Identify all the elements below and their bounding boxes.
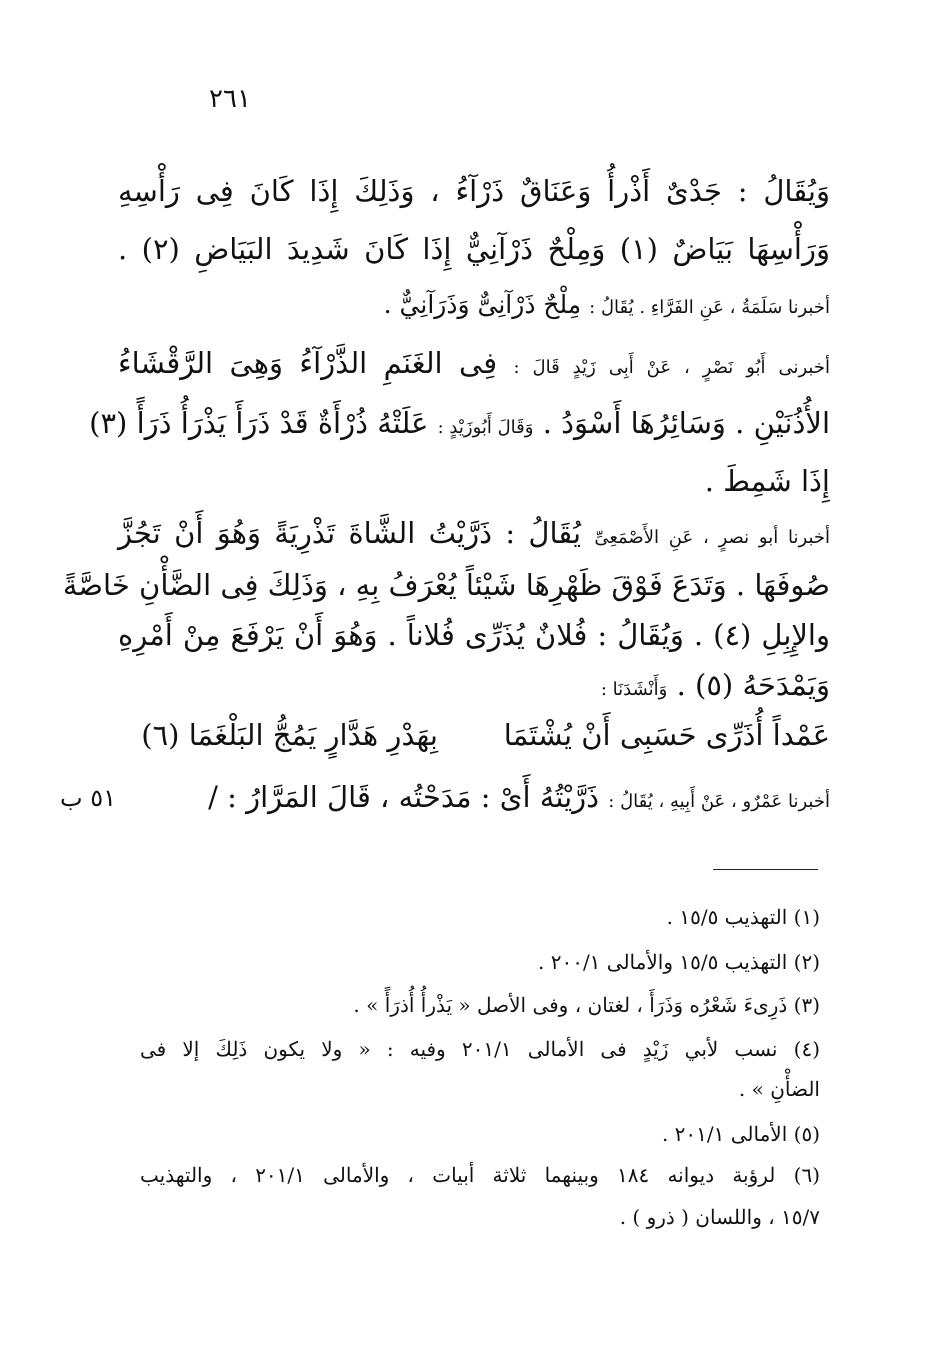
text-line-10 — [118, 662, 830, 708]
text-line-1: وَيُقَالُ : جَدْىٌ أَذْرأُ وَعَنَاقٌ ذَرْآءُ ، وَذَلِكَ إِذَا كَانَ فِى رَأْسِهِ — [118, 174, 830, 208]
isnad-citation: وَقَالَ أَبُوزَيْدٍ : — [437, 417, 534, 438]
verse-second-hemistich: بِهَدْرِ هَدَّارٍ يَمُجُّ البَلْغَمَا (٦) — [141, 718, 438, 752]
verse-first-hemistich: عَمْداً أُذَرِّى حَسَبِى أَنْ يُشْتَمَا — [503, 718, 830, 752]
line-text: ذَرَّيْتُهُ أَىْ : مَدَحْتُه ، قَالَ المَرَّارُ : / — [208, 780, 600, 814]
footnote-4: (٤) نسب لأبي زَيْدٍ فى الأمالى ٢٠١/١ وفيه : « ولا يكون ذَلِكَ إلا فى — [140, 1037, 820, 1061]
line-text: الأُذُنَيْنِ . وَسَائِرُهَا أَسْوَدُ . — [542, 406, 830, 440]
text-line-9: والإِبِلِ (٤) . وَيُقَالُ : فُلانٌ يُذَرِّى فُلاناً . وَهُوَ أَنْ يَرْفَعَ مِنْ أَمْرِهِ — [118, 618, 830, 652]
line-text: عَلَتْهُ ذُرْأَةٌ قَدْ ذَرَأَ يَذْرَأُ ذَرَأً (٣) — [89, 406, 429, 440]
footnote-2: (٢) التهذيب ١٥/٥ والأمالى ٢٠٠/١ . — [538, 950, 820, 974]
footnote-divider — [713, 869, 818, 870]
isnad-citation: أخبرنا أبو نصرٍ ، عَنِ الأَصْمَعِىِّ — [594, 527, 831, 548]
line-text: مِلْحٌ ذَرْآنِىٌّ وَذَرَآنِيٌّ . — [383, 290, 582, 319]
isnad-citation: أخبرنى أَبُو نَصْرٍ ، عَنْ أَبِى زَيْدٍ قَالَ : — [513, 357, 830, 378]
text-line-2: وَرَأْسِهَا بَيَاضٌ (١) وَمِلْحٌ ذَرْآنِيٌّ إِذَا كَانَ شَدِيدَ البَيَاضِ (٢) . — [118, 232, 830, 266]
isnad-citation: أخبرنا عَمْرٌو ، عَنْ أَبِيهِ ، يُقَالُ : — [608, 791, 830, 812]
manuscript-folio-marker: ٥١ ب — [60, 784, 117, 812]
text-line-6: إِذَا شَمِطَ . — [704, 464, 830, 498]
line-text: يُقَالُ : ذَرَّيْتُ الشَّاةَ تَذْرِيَةً وَهُوَ أَنْ تَجُزَّ — [118, 516, 582, 550]
footnote-1: (١) التهذيب ١٥/٥ . — [666, 905, 820, 929]
text-line-7 — [118, 510, 830, 556]
footnote-6-continuation: ١٥/٧ ، واللسان ( ذرو ) . — [619, 1205, 820, 1229]
isnad-citation: وَأَنْشَدَنَا : — [600, 679, 668, 700]
footnote-4-continuation: الضأْنِ » . — [738, 1077, 820, 1101]
text-line-12 — [200, 774, 830, 820]
line-text: فِى الغَنَمِ الذَّرْآءُ وَهِىَ الرَّقْشَاءُ — [118, 346, 498, 380]
isnad-citation: أخبرنا سَلَمَةُ ، عَنِ الفَرَّاءِ . يُقَالُ : — [589, 297, 830, 318]
line-text: وَيَمْدَحَهُ (٥) . — [676, 668, 830, 702]
footnote-3: (٣) ذَرِىءَ شَعْرُه وَذَرَأَ ، لغتان ، وفى الأصل « يَذْرأُ أُذرَأً » . — [353, 993, 820, 1017]
footnote-5: (٥) الأمالى ٢٠١/١ . — [661, 1122, 820, 1146]
text-line-3 — [118, 285, 830, 325]
text-line-4 — [118, 340, 830, 386]
text-line-5 — [89, 400, 830, 446]
text-line-8: صُوفَهَا . وَتَدَعَ فَوْقَ ظَهْرِهَا شَيْئاً يُعْرَفُ بِهِ ، وَذَلِكَ فِى الضَّأْنِ خَاصَّةً — [62, 568, 830, 602]
page-number: ٢٦١ — [209, 84, 251, 114]
footnote-6: (٦) لرؤبة ديوانه ١٨٤ وبينهما ثلاثة أبيات ، والأمالى ٢٠١/١ ، والتهذيب — [140, 1163, 820, 1187]
